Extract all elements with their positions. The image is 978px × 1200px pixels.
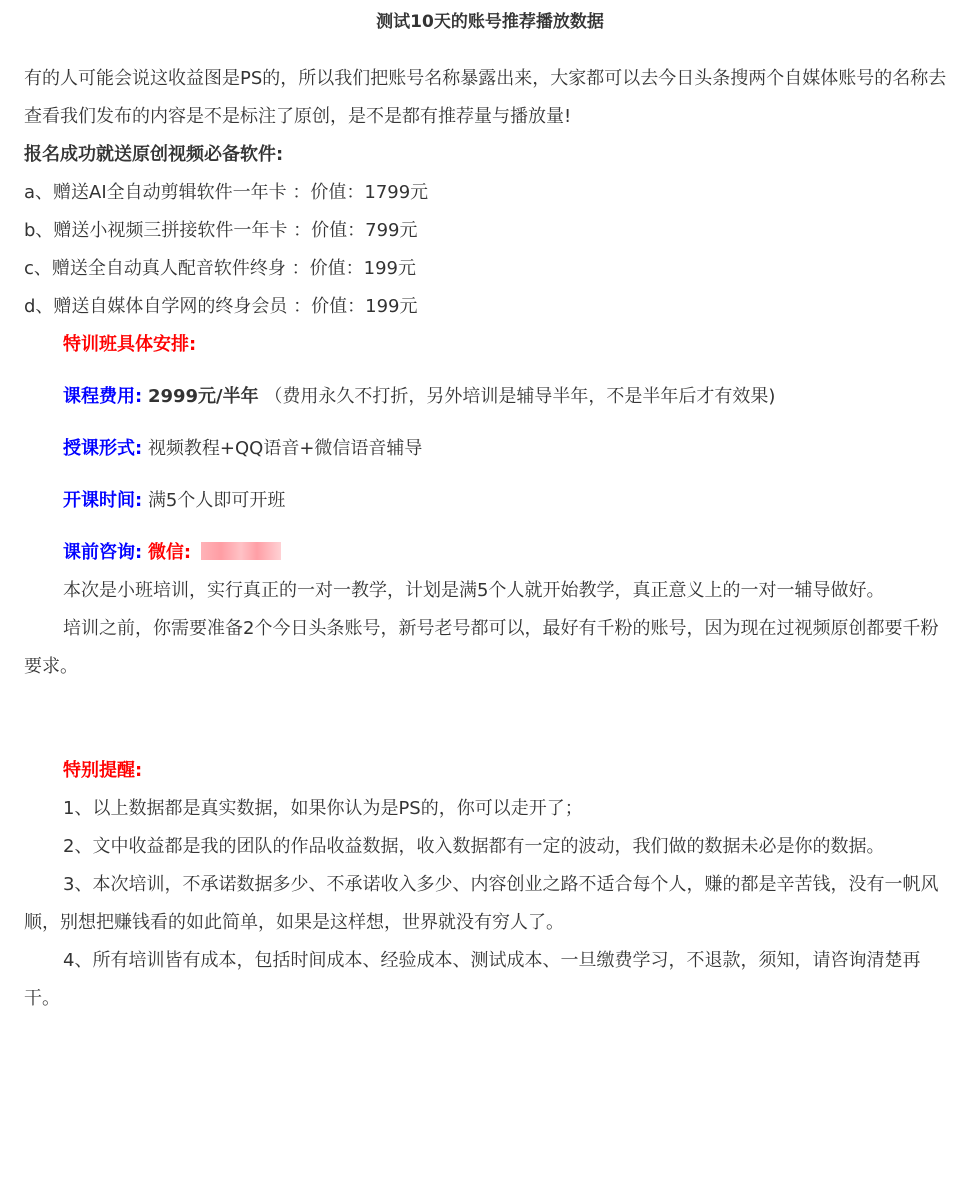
format-value: 视频教程+QQ语音+微信语音辅导 [147, 438, 423, 459]
gift-item: b、赠送小视频三拼接软件一年卡 ：价值：799元 [24, 220, 418, 241]
reminder-item: 3、本次培训，不承诺数据多少、不承诺收入多少、内容创业之路不适合每个人，赚的都是辛苦钱，没有一帆风顺，别想把赚钱看的如此简单，如果是这样想，世界就没有穷人了。 [24, 874, 939, 933]
start-label: 开课时间: [63, 490, 143, 511]
format-row [63, 430, 956, 468]
gift-item: d、赠送自媒体自学网的终身会员 ：价值：199元 [24, 296, 418, 317]
start-value: 满5个人即可开班 [147, 490, 286, 511]
reminder-item: 2、文中收益都是我的团队的作品收益数据，收入数据都有一定的波动，我们做的数据未必是你的数据。 [63, 836, 885, 857]
reminder-item: 1、以上数据都是真实数据，如果你认为是PS的，你可以走开了； [63, 798, 583, 819]
article-title: 测试10天的账号推荐播放数据 [376, 12, 604, 32]
schedule-section [24, 326, 956, 572]
reminder-heading-wrap [24, 752, 956, 790]
gift-item: a、赠送AI全自动剪辑软件一年卡 ：价值：1799元 [24, 182, 429, 203]
consult-label: 课前咨询: [63, 542, 143, 563]
preparation-paragraph: 培训之前，你需要准备2个今日头条账号，新号老号都可以，最好有千粉的账号，因为现在过视频原创都要千粉要求。 [24, 618, 939, 677]
gift-heading: 报名成功就送原创视频必备软件: [24, 144, 284, 165]
fee-note: （费用永久不打折，另外培训是辅导半年，不是半年后才有效果) [264, 386, 776, 407]
start-row [63, 482, 956, 520]
schedule-heading: 特训班具体安排: [63, 334, 197, 355]
wechat-label: 微信: [147, 542, 192, 563]
gift-item: c、赠送全自动真人配音软件终身 ：价值：199元 [24, 258, 416, 279]
spacer [24, 686, 956, 752]
fee-label: 课程费用: [63, 386, 143, 407]
intro-paragraph: 有的人可能会说这收益图是PS的，所以我们把账号名称暴露出来，大家都可以去今日头条搜两个自媒体账号的名称去查看我们发布的内容是不是标注了原创，是不是都有推荐量与播放量! [24, 68, 947, 127]
fee-row [63, 378, 956, 416]
reminder-item: 4、所有培训皆有成本，包括时间成本、经验成本、测试成本、一旦缴费学习，不退款，须知，请咨询清楚再干。 [24, 950, 921, 1009]
redacted-wechat-id [201, 542, 281, 560]
consult-row [63, 534, 956, 572]
reminder-heading: 特别提醒: [63, 760, 143, 781]
class-size-paragraph: 本次是小班培训，实行真正的一对一教学，计划是满5个人就开始教学，真正意义上的一对一辅导做好。 [63, 580, 885, 601]
format-label: 授课形式: [63, 438, 143, 459]
fee-value: 2999元/半年 [147, 386, 259, 407]
